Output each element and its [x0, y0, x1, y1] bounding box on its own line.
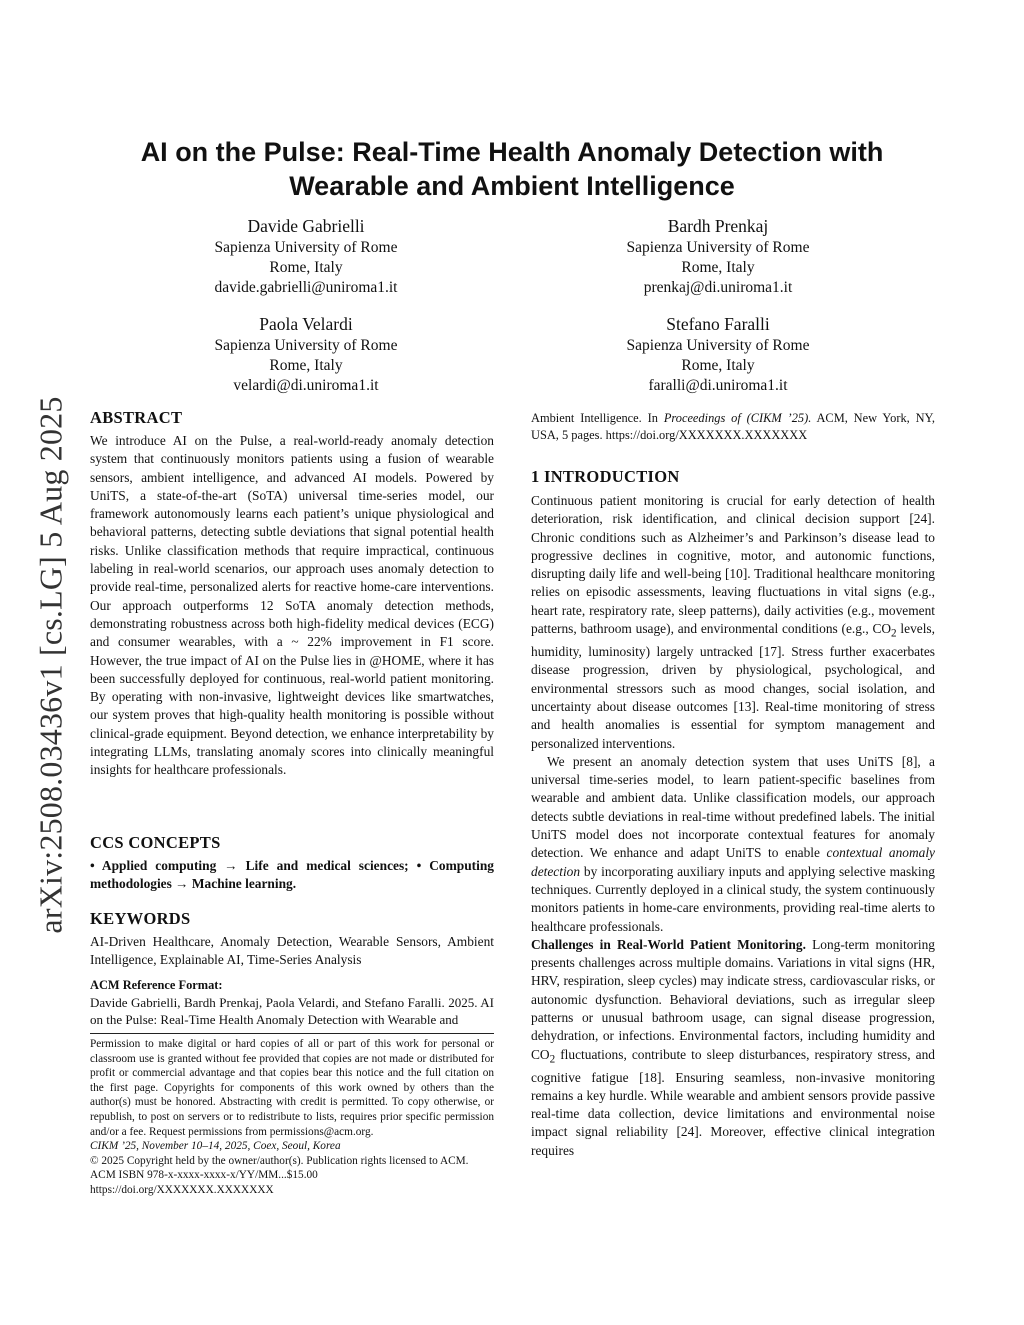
author-block-3: [156, 312, 456, 396]
co2-subscript: 2: [891, 627, 897, 640]
introduction-paragraph-1: [531, 492, 935, 753]
arxiv-identifier-text: arXiv:2508.03436v1 [cs.LG] 5 Aug 2025: [32, 396, 69, 934]
author-block-1: [156, 214, 456, 298]
author-location: Rome, Italy: [681, 357, 755, 374]
permission-notice: Permission to make digital or hard copies of all or part of this work for personal or classroom use is granted without fee provided that copies are not made or distributed for profit or commercial advantage and that copies bear this notice and the full citation on the first page. Copyrights for components of this work owned by others than the author(s) must be honored. Abstracting with credit is permitted. To copy otherwise, or republish, to post on servers or to redistribute to lists, requires prior specific permission and/or a fee. Request permissions from permissions@acm.org.: [90, 1038, 494, 1138]
co2-subscript: 2: [549, 1053, 556, 1066]
author-email[interactable]: velardi@di.uniroma1.it: [233, 377, 379, 394]
abstract-text: We introduce AI on the Pulse, a real-world-ready anomaly detection system that continuously monitors patients using a fusion of wearable sensors, ambient intelligence, and advanced AI models. Powered by UniTS, a state-of-the-art (SoTA) universal time-series model, our framework autonomously learns each patient’s unique physiological and behavioral patterns, detecting subtle deviations that signal potential health risks. Unlike classification methods that require impractical, continuous labeling in real-world scenarios, our approach uses anomaly detection to provide real-time, personalized alerts for reactive home-care interventions. Our approach outperforms 12 SoTA anomaly detection methods, demonstrating robustness across both high-fidelity medical devices (ECG) and consumer wearables, with a ~ 22% improvement in F1 score. However, the true impact of AI on the Pulse lies in @HOME, where it has been successfully deployed for continuous, real-world patient monitoring. By operating with non-invasive, lightweight devices like smartwatches, our system proves that high-quality health monitoring is possible without clinical-grade equipment. Beyond detection, we enhance interpretability by integrating LLMs, translating anomaly scores into clinically meaningful insights for healthcare professionals.: [90, 433, 494, 778]
keywords-text: AI-Driven Healthcare, Anomaly Detection, Wearable Sensors, Ambient Intelligence, Explainable AI, Time-Series Analysis: [90, 934, 494, 968]
author-name: Bardh Prenkaj: [667, 216, 769, 236]
author-email[interactable]: davide.gabrielli@uniroma1.it: [214, 279, 398, 296]
author-block-4: [568, 312, 868, 396]
acm-reference-heading: ACM Reference Format:: [90, 978, 223, 992]
copyright-footnote: [90, 1033, 494, 1198]
footnote-rule: [90, 1033, 494, 1034]
doi-link[interactable]: https://doi.org/XXXXXXX.XXXXXXX: [90, 1183, 274, 1196]
acm-reference-continued-suffix: ACM, New York, NY, USA, 5 pages. https://doi.org/XXXXXXX.XXXXXXX: [531, 411, 935, 442]
keywords-heading: KEYWORDS: [90, 909, 191, 928]
author-name: Davide Gabrielli: [247, 216, 365, 236]
author-location: Rome, Italy: [681, 259, 755, 276]
conference-info: CIKM ’25, November 10–14, 2025, Coex, Seoul, Korea: [90, 1140, 341, 1153]
acm-reference-continued: [531, 410, 935, 444]
intro-p1-text-b: levels, humidity, luminosity) largely untracked [17]. Stress further exacerbates disease progression, driven by physiological, psychological, and environmental stressors such as mood changes, social isolation, and uncertainty about disease outcomes [13]. Real-time monitoring of stress and health anomalies is essential for symptom management and personalized interventions.: [531, 621, 935, 751]
author-affiliation: Sapienza University of Rome: [214, 239, 398, 256]
intro-p3-text-b: fluctuations, contribute to sleep disturbances, respiratory stress, and cognitive fatigue [18]. Ensuring seamless, non-invasive monitoring remains a key hurdle. While wearable and ambient sensors provide passive real-time data collection, device limitations and environmental noise impact signal reliability [24]. Moreover, effective clinical integration requires: [531, 1046, 935, 1158]
acm-reference-section: [90, 977, 494, 1029]
author-block-2: [568, 214, 868, 298]
author-name: Paola Velardi: [259, 314, 353, 334]
acm-reference-continued-prefix: Ambient Intelligence. In: [531, 411, 658, 425]
intro-p3-text-a: Long-term monitoring presents challenges across multiple domains. Variations in vital signs (HR, HRV, respiration, sleep cycles) may indicate stress, cardiovascular risks, or autonomic dysfunction. Behavioral deviations, such as irregular sleep patterns or unusual bathroom usage, can signal disease progression, dehydration, or infections. Environmental factors, including humidity and CO: [531, 936, 935, 1062]
arxiv-identifier-stamp: [26, 380, 76, 950]
abstract-heading: ABSTRACT: [90, 408, 183, 427]
intro-p2-text-a: We present an anomaly detection system that uses UniTS [8], a universal time-series model, to learn patient-specific baselines from wearable and ambient data. Unlike classification models, our approach detects subtle deviations in real-time without predefined labels. The initial UniTS model does not incorporate contextual features for anomaly detection. We enhance and adapt UniTS to enable: [531, 753, 935, 861]
acm-reference-text: Davide Gabrielli, Bardh Prenkaj, Paola Velardi, and Stefano Faralli. 2025. AI on the Pulse: Real-Time Health Anomaly Detection with Wearable and: [90, 994, 494, 1027]
author-email[interactable]: faralli@di.uniroma1.it: [648, 377, 788, 394]
author-affiliation: Sapienza University of Rome: [626, 337, 810, 354]
intro-p1-text-a: Continuous patient monitoring is crucial for early detection of health deterioration, risk identification, and clinical decision support [24]. Chronic conditions such as Alzheimer’s and Parkinson’s disease lead to progressive declines in cognitive, motor, and autonomic functions, disrupting daily life and well-being [10]. Traditional healthcare monitoring relies on episodic assessments, leaving fluctuations in vital signs (e.g., heart rate, respiratory rate, sleep patterns), daily activities (e.g., movement patterns, bathroom usage), and environmental conditions (e.g., CO: [531, 493, 935, 637]
isbn-info: ACM ISBN 978-x-xxxx-xxxx-x/YY/MM...$15.00: [90, 1169, 318, 1182]
introduction-section: [531, 467, 935, 1160]
acm-reference-proceedings: Proceedings of (CIKM ’25).: [663, 411, 812, 425]
author-affiliation: Sapienza University of Rome: [214, 337, 398, 354]
introduction-heading: 1 INTRODUCTION: [531, 467, 680, 486]
intro-p2-italic: contextual anomaly detection: [531, 845, 935, 879]
author-email[interactable]: prenkaj@di.uniroma1.it: [643, 279, 793, 296]
author-affiliation: Sapienza University of Rome: [626, 239, 810, 256]
ccs-concepts-text: • Applied computing → Life and medical sciences; • Computing methodologies → Machine learning.: [90, 858, 494, 892]
intro-p2-text-b: by incorporating auxiliary inputs and applying selective masking techniques. Currently deployed in a clinical study, the system continuously monitors patients in home-care environments, providing real-time alerts to healthcare professionals.: [531, 863, 935, 934]
introduction-paragraph-2: [531, 753, 935, 936]
introduction-paragraph-3: [531, 936, 935, 1160]
author-name: Stefano Faralli: [666, 314, 770, 334]
keywords-section: [90, 909, 494, 970]
abstract-section: [90, 408, 494, 780]
author-location: Rome, Italy: [269, 259, 343, 276]
copyright-notice: © 2025 Copyright held by the owner/author(s). Publication rights licensed to ACM.: [90, 1154, 469, 1167]
challenges-run-in-heading: Challenges in Real-World Patient Monitoring.: [531, 936, 806, 952]
paper-title: [100, 135, 924, 203]
ccs-concepts-heading: CCS CONCEPTS: [90, 833, 221, 852]
paper-title-line-2: Wearable and Ambient Intelligence: [289, 171, 735, 201]
paper-title-line-1: AI on the Pulse: Real-Time Health Anomaly Detection with: [140, 137, 884, 167]
ccs-concepts-section: [90, 833, 494, 894]
author-location: Rome, Italy: [269, 357, 343, 374]
